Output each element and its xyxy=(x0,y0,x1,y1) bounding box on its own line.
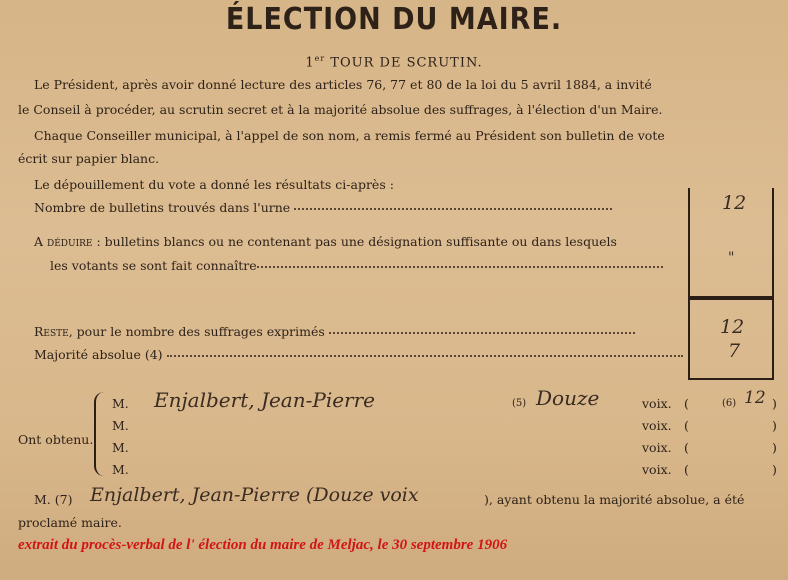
bulletins-value: 12 xyxy=(722,192,747,214)
deduire-prefix: A déduire xyxy=(34,234,93,249)
majorite-row xyxy=(34,347,683,362)
note-6: (6) xyxy=(722,398,737,409)
deduire-text-cont: les votants se sont fait connaître xyxy=(50,258,257,273)
bulletins-label: Nombre de bulletins trouvés dans l'urne xyxy=(34,200,291,215)
candidate-paren-close: ) xyxy=(772,396,777,411)
bulletins-row xyxy=(34,200,612,215)
ont-obtenu-label: Ont obtenu. xyxy=(18,432,94,447)
paragraph-line: Chaque Conseiller municipal, à l'appel de son nom, a remis fermé au Président son bulletin de vote xyxy=(34,128,665,143)
candidate-paren-open: ( xyxy=(684,462,689,477)
deduire-text: : bulletins blancs ou ne contenant pas une désignation suffisante ou dans lesquels xyxy=(92,234,617,249)
reste-value: 12 xyxy=(720,316,745,338)
leader-dots xyxy=(167,354,683,357)
reste-prefix: Reste xyxy=(34,324,69,339)
results-bottom-rule xyxy=(688,378,774,380)
paragraph-line: Le dépouillement du vote a donné les résultats ci-après : xyxy=(34,177,394,192)
candidate-m: M. xyxy=(112,440,129,455)
deduire-value: " xyxy=(728,250,735,266)
reste-label: , pour le nombre des suffrages exprimés xyxy=(68,324,325,339)
candidate-paren-close: ) xyxy=(772,462,777,477)
leader-dots xyxy=(329,331,635,334)
results-total-rule xyxy=(688,296,774,300)
majorite-label: Majorité absolue (4) xyxy=(34,347,163,362)
paragraph-line: Le Président, après avoir donné lecture des articles 76, 77 et 80 de la loi du 5 avril 1884, a invité xyxy=(34,77,652,92)
proclamation-prefix: M. (7) xyxy=(34,492,73,507)
majorite-value: 7 xyxy=(728,340,741,362)
candidate-paren-close: ) xyxy=(772,440,777,455)
candidate-voix: voix. xyxy=(642,418,672,433)
reste-row xyxy=(34,324,635,339)
candidate-paren-open: ( xyxy=(684,418,689,433)
note-5: (5) xyxy=(512,398,527,409)
proclamation-line2: proclamé maire. xyxy=(18,515,122,530)
candidate-paren-open: ( xyxy=(684,396,689,411)
candidate-voix: voix. xyxy=(642,440,672,455)
candidates-brace xyxy=(94,392,106,476)
deduire-row-cont xyxy=(50,258,663,273)
round-number-suffix: er xyxy=(314,54,326,63)
image-caption: extrait du procès-verbal de l' élection du maire de Meljac, le 30 septembre 1906 xyxy=(18,537,508,553)
results-column-right-rule xyxy=(772,188,774,380)
paragraph-line: le Conseil à procéder, au scrutin secret et à la majorité absolue des suffrages, à l'élection d'un Maire. xyxy=(18,102,663,117)
page-title: ÉLECTION DU MAIRE. xyxy=(225,2,563,37)
candidate-paren-open: ( xyxy=(684,440,689,455)
deduire-row xyxy=(34,234,617,249)
results-column-left-rule xyxy=(688,188,690,380)
proclamation-suffix: ), ayant obtenu la majorité absolue, a été xyxy=(484,492,745,507)
leader-dots xyxy=(257,265,663,268)
candidate-paren-close: ) xyxy=(772,418,777,433)
candidate-voix: voix. xyxy=(642,396,672,411)
round-number: 1 xyxy=(305,55,315,71)
candidate-m: M. xyxy=(112,396,129,411)
round-label: TOUR DE SCRUTIN. xyxy=(325,55,483,71)
candidate-name: Enjalbert, Jean-Pierre xyxy=(154,388,376,412)
candidate-voix: voix. xyxy=(642,462,672,477)
round-subtitle xyxy=(0,54,788,70)
candidate-m: M. xyxy=(112,418,129,433)
candidate-votes: 12 xyxy=(744,388,766,408)
candidate-votes-words: Douze xyxy=(536,386,600,410)
proclamation-handwritten: Enjalbert, Jean-Pierre (Douze voix xyxy=(90,484,419,506)
leader-dots xyxy=(294,207,612,210)
candidate-m: M. xyxy=(112,462,129,477)
paragraph-line: écrit sur papier blanc. xyxy=(18,151,160,166)
